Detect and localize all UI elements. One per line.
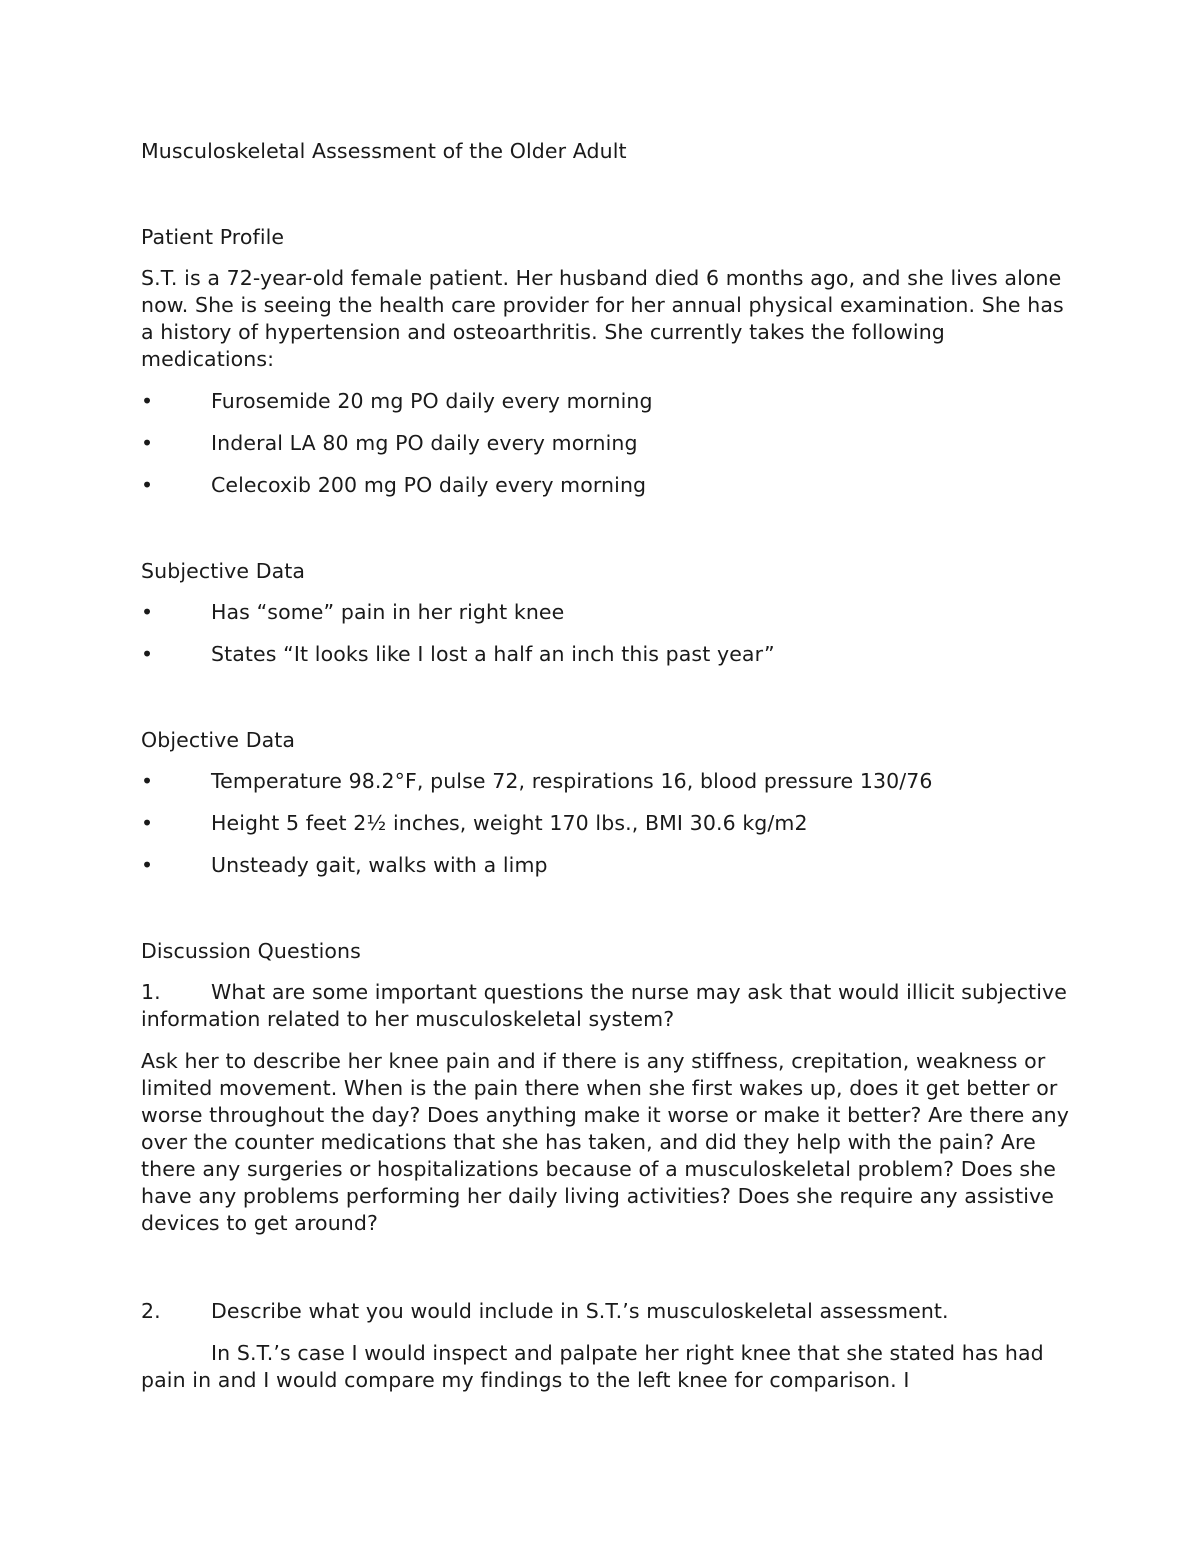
list-item <box>141 852 1071 879</box>
objective-item: Height 5 feet 2½ inches, weight 170 lbs., BMI 30.6 kg/m2 <box>211 811 808 835</box>
list-item <box>141 599 1071 626</box>
list-item <box>141 641 1071 668</box>
medication-item: Inderal LA 80 mg PO daily every morning <box>211 431 638 455</box>
subjective-data-heading: Subjective Data <box>141 559 306 583</box>
bullet-icon: • <box>141 431 154 455</box>
answer-text: Ask her to describe her knee pain and if there is any stiffness, crepitation, weakness or limited movement. When is the pain there when she first wakes up, does it get better or worse throughout the day? Does anything make it worse or make it better? Are there any over the counter medications that she has taken, and did they help with the pain? Are there any surgeries or hospitalizations because of a musculoskeletal problem? Does she have any problems performing her daily living activities? Does she require any assistive devices to get around? <box>141 1049 1069 1235</box>
document-page <box>141 138 1071 1409</box>
question-text-block <box>141 979 1071 1033</box>
answer-text: In S.T.’s case I would inspect and palpate her right knee that she stated has had pain in and I would compare my findings to the left knee for comparison. I <box>141 1341 1044 1392</box>
patient-profile-text: S.T. is a 72-year-old female patient. Her husband died 6 months ago, and she lives alone now. She is seeing the health care provider for her annual physical examination. She has a history of hypertension and osteoarthritis. She currently takes the following medications: <box>141 266 1064 371</box>
question-text: Describe what you would include in S.T.’s musculoskeletal assessment. <box>211 1299 949 1323</box>
bullet-icon: • <box>141 473 154 497</box>
discussion-heading: Discussion Questions <box>141 939 361 963</box>
list-item <box>141 768 1071 795</box>
bullet-icon: • <box>141 600 154 624</box>
discussion-question-2 <box>141 1298 1071 1394</box>
medication-list <box>141 388 1071 499</box>
question-text-block <box>141 1298 1071 1325</box>
list-item <box>141 810 1071 837</box>
discussion-question-1 <box>141 979 1071 1237</box>
question-text: What are some important questions the nurse may ask that would illicit subjective information related to her musculoskeletal system? <box>141 980 1067 1031</box>
list-item <box>141 472 1071 499</box>
question-number: 1. <box>141 980 161 1004</box>
objective-data-heading: Objective Data <box>141 728 296 752</box>
bullet-icon: • <box>141 389 154 413</box>
medication-item: Furosemide 20 mg PO daily every morning <box>211 389 653 413</box>
bullet-icon: • <box>141 769 154 793</box>
document-title: Musculoskeletal Assessment of the Older Adult <box>141 139 627 163</box>
bullet-icon: • <box>141 642 154 666</box>
question-number: 2. <box>141 1299 161 1323</box>
subjective-data-list <box>141 599 1071 668</box>
list-item <box>141 430 1071 457</box>
bullet-icon: • <box>141 853 154 877</box>
subjective-item: Has “some” pain in her right knee <box>211 600 565 624</box>
bullet-icon: • <box>141 811 154 835</box>
objective-item: Unsteady gait, walks with a limp <box>211 853 548 877</box>
patient-profile-heading: Patient Profile <box>141 225 285 249</box>
objective-data-list <box>141 768 1071 879</box>
medication-item: Celecoxib 200 mg PO daily every morning <box>211 473 647 497</box>
list-item <box>141 388 1071 415</box>
subjective-item: States “It looks like I lost a half an inch this past year” <box>211 642 775 666</box>
objective-item: Temperature 98.2°F, pulse 72, respirations 16, blood pressure 130/76 <box>211 769 933 793</box>
